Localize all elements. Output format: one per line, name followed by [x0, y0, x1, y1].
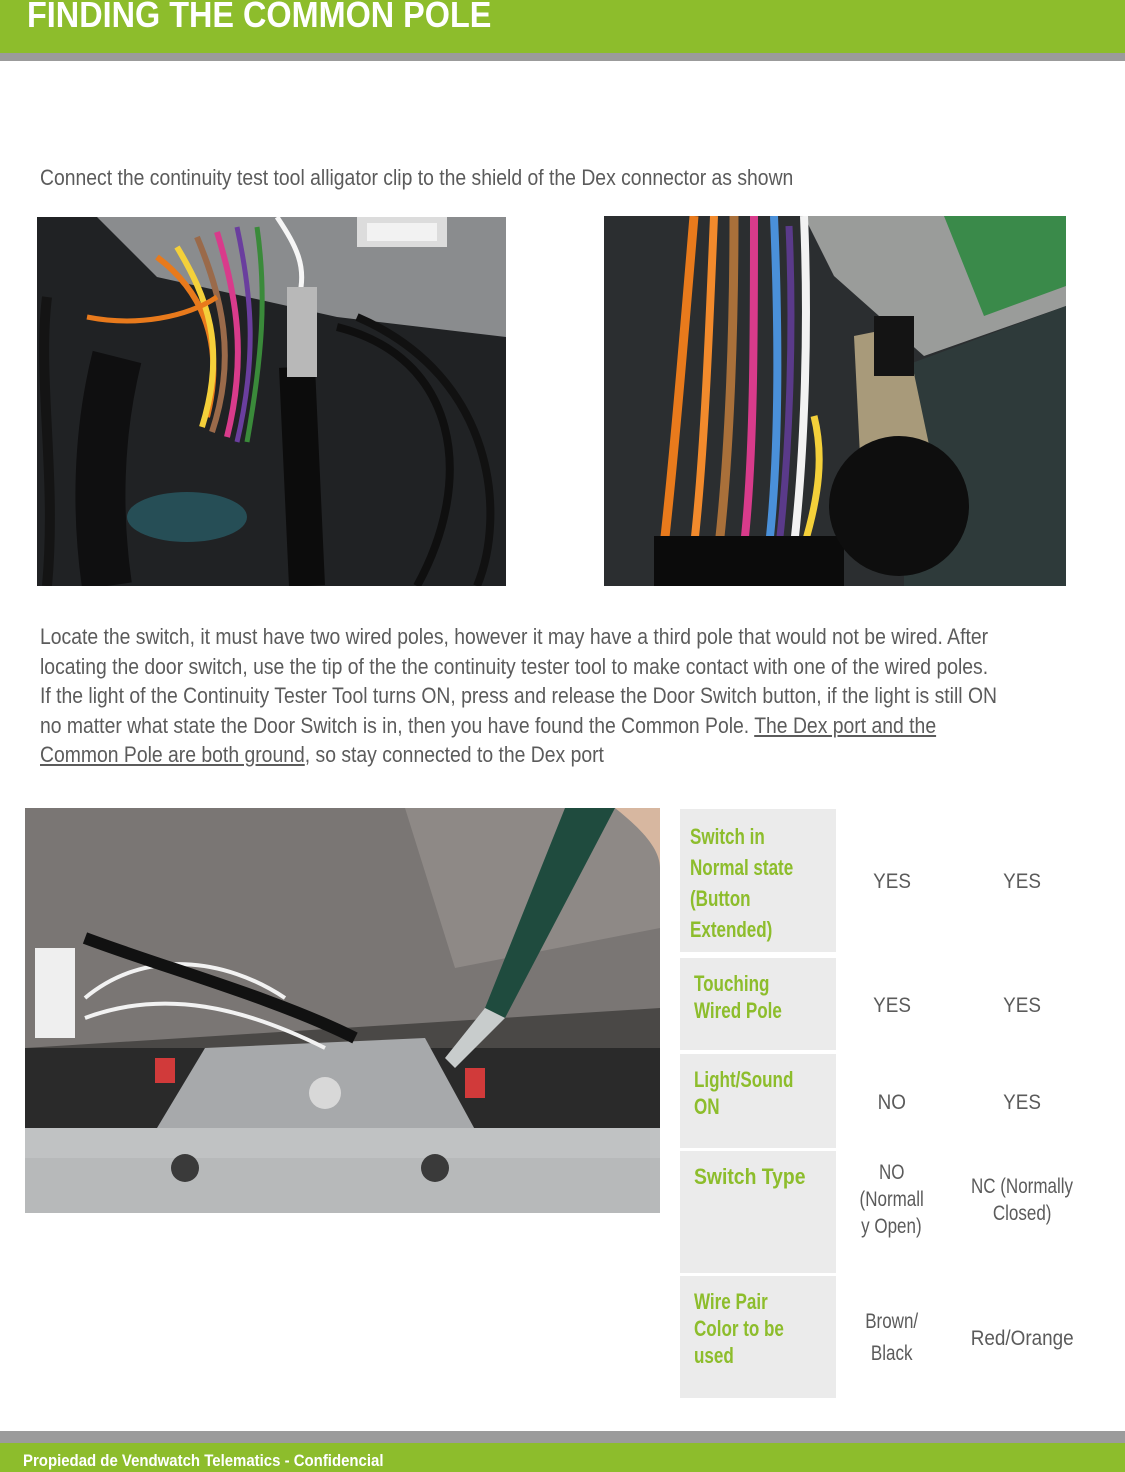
row-header-line: Normal state — [690, 855, 794, 880]
row-header — [680, 1151, 836, 1275]
row-header-line: Wire Pair — [694, 1289, 768, 1314]
table-row — [680, 958, 1110, 1052]
table-row — [680, 809, 1110, 954]
paragraph-text: , so stay connected to the Dex port — [304, 742, 604, 767]
row-header-line: Switch in — [690, 824, 765, 849]
row-header-line: Color to be — [694, 1316, 784, 1341]
paragraph-line: If the light of the Continuity Tester Tool turns ON, press and release the Door Switch button, if the light is still ON — [40, 683, 997, 708]
row-header — [680, 958, 836, 1052]
instructions-paragraph — [40, 622, 1026, 770]
row-header-line: (Button — [690, 886, 751, 911]
table-cell: YES — [873, 993, 911, 1017]
row-header — [680, 1054, 836, 1150]
row-header-line: Touching — [694, 971, 770, 996]
header-rule — [0, 53, 1125, 61]
table-row — [680, 1054, 1110, 1150]
row-header — [680, 809, 836, 954]
row-header-line: Extended) — [690, 917, 773, 942]
ground-note-link[interactable]: The Dex port and the — [754, 712, 937, 738]
table-cell: Red/Orange — [970, 1326, 1074, 1350]
row-header-line: Switch Type — [694, 1164, 806, 1189]
table-cell: YES — [873, 870, 911, 893]
row-header-line: used — [694, 1343, 734, 1368]
footer-confidential: Propiedad de Vendwatch Telematics - Confidencial — [23, 1451, 384, 1470]
table-cell: NC (Normally Closed) — [970, 1175, 1074, 1225]
photo-alligator-clip-dex — [37, 217, 506, 586]
table-cell: NO — [877, 1090, 907, 1114]
intro-text: Connect the continuity test tool alligator clip to the shield of the Dex connector as shown — [40, 165, 794, 190]
table-cell: YES — [1003, 1090, 1041, 1114]
row-header-line: ON — [694, 1094, 720, 1119]
paragraph-line — [40, 711, 1026, 741]
ground-note-link[interactable]: Common Pole are both ground — [40, 742, 305, 767]
paragraph-text: no matter what state the Door Switch is in, then you have found the Common Pole. — [40, 712, 755, 738]
table-row — [680, 1151, 1110, 1275]
photo-tester-on-switch — [25, 808, 660, 1213]
page-title: FINDING THE COMMON POLE — [27, 0, 492, 35]
row-header-line: Wired Pole — [694, 998, 782, 1023]
paragraph-line: Locate the switch, it must have two wired poles, however it may have a third pole that would not be wired. After — [40, 624, 989, 649]
table-cell: YES — [1003, 870, 1041, 893]
row-header — [680, 1276, 836, 1400]
photo-clip-closeup — [604, 216, 1066, 586]
table-row — [680, 1276, 1110, 1400]
row-header-line: Light/Sound — [694, 1067, 794, 1092]
footer-rule — [0, 1431, 1125, 1443]
paragraph-line — [40, 740, 1026, 770]
table-cell: YES — [1003, 993, 1041, 1017]
table-cell: NO (Normall y Open) — [859, 1161, 925, 1238]
paragraph-line: locating the door switch, use the tip of the the continuity tester tool to make contact with one of the wired poles. — [40, 653, 989, 679]
table-cell: Brown/ Black — [865, 1310, 919, 1365]
